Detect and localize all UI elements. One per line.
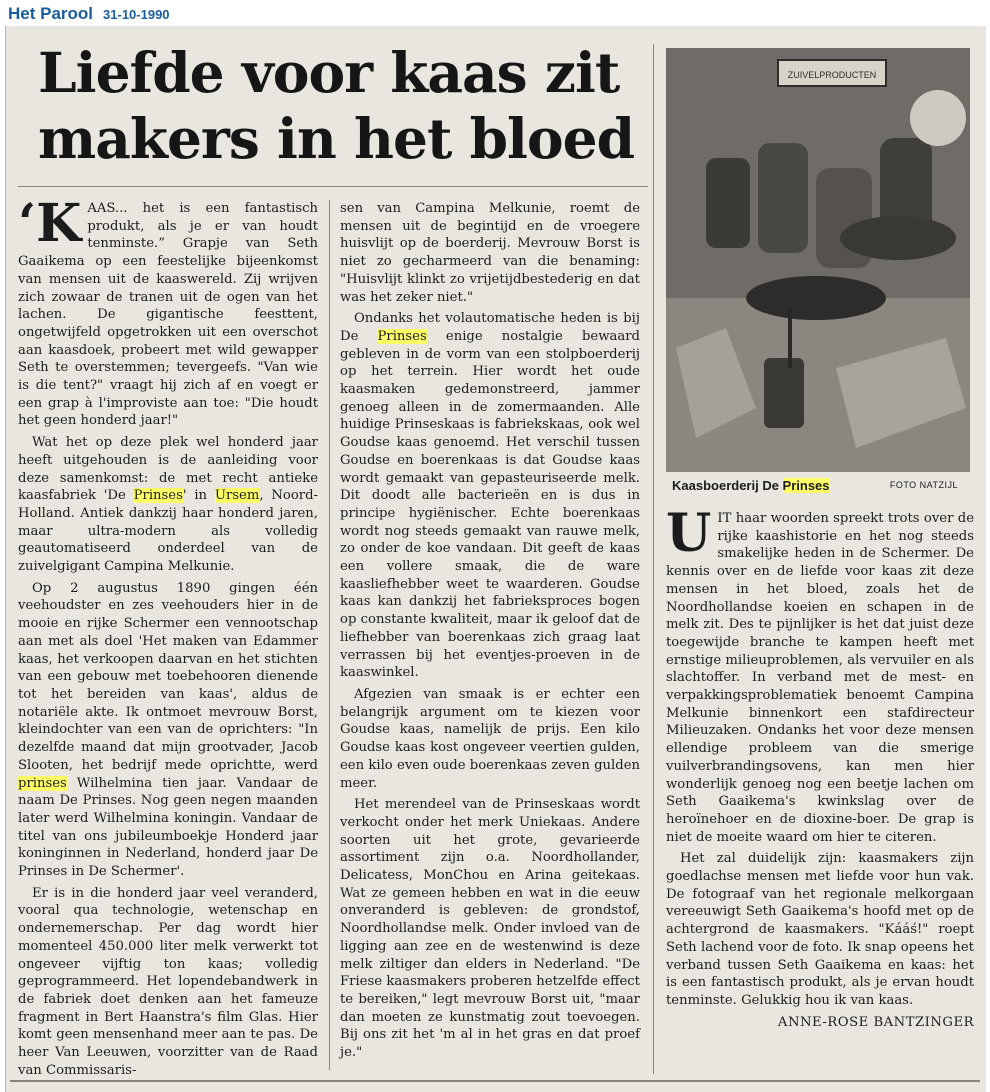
paragraph: Het zal duidelijk zijn: kaasmakers zijn goedlachse mensen met liefde voor hun vak. De fotograaf van het regionale melkorgaan vereeuwigt Seth Gaaikema's hoofd met op de achtergrond de kaasmakers. "Kááś!" roept Seth lachend voor de foto. Ik snap opeens het verband tussen Seth Gaaikema en kaas: het is een fantastisch produkt, als je ervan houdt tenminste. Gelukkig hou ik van kaas. xyxy=(666,851,974,1008)
publication-date: 31-10-1990 xyxy=(103,7,170,22)
paragraph: Er is in die honderd jaar veel veranderd, vooral qua technologie, wetenschap en ondernemerschap. Per dag wordt hier momenteel 450.000 liter melk verwerkt tot ongeveer vijftig ton kaas; volledig geprogrammeerd. Het lopendebandwerk in de fabriek doet denken aan het fameuze fragment in Bert Haanstra's film Glas. Hier komt geen mensenhand meer aan te pas. De heer Van Leeuwen, voorzitter van de Raad van Commissaris- xyxy=(18,885,318,1078)
paragraph-text: AAS... het is een fantastisch produkt, als je er van houdt tenminste.” Grapje van Seth Gaaikema op een feestelijke bijeenkomst van mensen uit de kaaswereld. Zij wrijven zich zowaar de tranen uit de ogen van het lachen. De gigantische feesttent, ongetwijfeld opgetrokken uit een overschot aan kaasdoek, probeert met wild gewapper Seth te overstemmen; tevergeefs. "Van wie is die tent?" vraagt hij zich af en voegt er een grap à l'improviste aan toe: "Die houdt het geen honderd jaar!" xyxy=(18,201,318,429)
highlight: Prinses xyxy=(377,328,427,344)
paragraph xyxy=(340,310,640,682)
paragraph xyxy=(18,580,318,881)
drop-cap: ‘K xyxy=(18,193,82,254)
paragraph: sen van Campina Melkunie, roemt de mensen uit de begintijd en de vroegere huisvlijt op de boerderij. Mevrouw Borst is niet zo gecharmeerd van die benaming: "Huisvlijt klinkt zo vrijetijdbestederig en dat was het zeker niet." xyxy=(340,201,640,305)
shop-sign: ZUIVELPRODUCTEN xyxy=(787,70,877,80)
headline-rule xyxy=(18,186,648,187)
byline: ANNE-ROSE BANTZINGER xyxy=(777,1014,974,1030)
paragraph: Afgezien van smaak is er echter een belangrijk argument om te kiezen voor Goudse kaas, namelijk de prijs. Een kilo Goudse kaas kost ongeveer veertien gulden, een kilo even oude boerenkaas zeven gulden meer. xyxy=(340,686,640,791)
text-run: ' in xyxy=(182,488,215,504)
paragraph xyxy=(18,434,318,576)
highlight: prinses xyxy=(18,775,67,791)
highlight: Prinses xyxy=(133,488,183,504)
newspaper-name: Het Parool xyxy=(8,4,94,23)
paragraph xyxy=(18,193,318,430)
milk-churns-illustration xyxy=(666,48,970,472)
text-run: , Noord-Holland. Antiek dankzij haar honderd jaren, maar ultra-modern als volledig geautomatiseerd onderdeel van de zuivelgigant Campina Melkunie. xyxy=(18,488,318,575)
article-photo xyxy=(666,48,970,472)
photo-caption xyxy=(672,478,972,498)
article-column-1 xyxy=(18,193,318,1083)
drop-cap: U xyxy=(666,503,712,564)
article-column-3 xyxy=(666,503,974,1035)
text-run: Wat het op deze plek wel honderd jaar heeft uitgehouden is de aanleiding voor deze samenkomst: de met recht antieke kaasfabriek 'De xyxy=(18,435,318,504)
text-run: Wilhelmina tien jaar. Vandaar de naam De Prinses. Nog geen negen maanden later werd Wilhelmina koningin. Vandaar de titel van ons jubileumboekje Honderd jaar koninginnen in Nederland, honderd jaar De Prinses in De Schermer'. xyxy=(18,775,318,880)
caption-text: Kaasboerderij De xyxy=(672,478,783,493)
article-headline xyxy=(38,40,638,172)
photo-credit: FOTO NATZIJL xyxy=(889,480,958,490)
paragraph: Het merendeel van de Prinseskaas wordt verkocht onder het merk Uniekaas. Andere soorten uit het grote, gevarieerde assortiment zijn o.a. Noordhollander, Delicatess, MonChou en Arina geitekaas. Wat ze gemeen hebben en wat in die eeuw onveranderd is gebleven: de grondstof, Noordhollandse melk. Onder invloed van de ligging aan zee en de westenwind is deze melk ziltiger dan elders in Nederland. "De Friese kaasmakers proberen hetzelfde effect te bereiken," legt mevrouw Borst uit, "maar dan moeten ze kunstmatig zout toevoegen. Bij ons zit het 'm al in het gras en dat proef je." xyxy=(340,797,640,1061)
highlight: Prinses xyxy=(782,478,830,493)
text-run: Op 2 augustus 1890 gingen één veehoudster en zes veehouders hier in de mooie en rijke Schermer een vennootschap aan met als doel 'Het maken van Edammer kaas, het verkoopen daarvan en het stichten van een gebouw met toebehooren dienende tot het bereiden van kaas', aldus de notariële akte. Ik ontmoet mevrouw Borst, kleindochter van een van de oprichters: "In dezelfde maand dat mijn grootvader, Jacob Slooten, het bedrijf mede oprichtte, werd xyxy=(18,580,318,773)
highlight: Ursem xyxy=(214,488,260,504)
column-rule-1 xyxy=(329,200,330,1070)
text-run: enige nostalgie bewaard gebleven in de vorm van een stolpboerderij op het terrein. Hier wordt het oude kaasmaken gedemonstreerd, jammer genoeg alleen in de zomermaanden. Alle huidige Prinseskaas is fabriekskaas, ook wel Goudse kaas genoemd. Het verschil tussen Goudse en boerenkaas is dat Goudse kaas wordt gemaakt van gepasteuriseerde melk. Dit doodt alle bacterieën en is dus in principe hygiënischer. Echte boerenkaas wordt nog steeds gemaakt van rauwe melk, zo onder de koe vandaan. Dit geeft de kaas een vollere smaak, die de ware kaasliefhebber weet te waarderen. Goudse kaas kan dankzij het fabrieksproces bogen op constante kwaliteit, maar ik geloof dat de liefhebber van boerenkaas zich graag laat verrassen bij het eventjes-proeven in de kaaswinkel. xyxy=(340,328,640,681)
headline-line-1: Liefde voor kaas zit xyxy=(38,40,620,105)
source-header xyxy=(8,4,170,26)
paragraph xyxy=(666,503,974,846)
column-rule-2 xyxy=(653,44,654,1074)
headline-line-2: makers in het bloed xyxy=(38,106,635,171)
paragraph-text: IT haar woorden spreekt trots over de rijke kaashistorie en het nog steeds smakelijke heden in de Schermer. De kennis over en de liefde voor kaas zit deze mensen in het bloed, zoals het de Noordhollandse koeien en schapen in de melk zit. Des te pijnlijker is het dat juist deze toegewijde branche te kampen heeft met ernstige milieuproblemen, als vervuiler en als slachtoffer. In verband met de mest- en verpakkingsproblematiek benoemt Campina Melkunie binnenkort een stafdirecteur Milieuzaken. Ondanks het voor deze mensen ellendige probleem van die smerige vuilverbrandingsovens, kan men hier wonderlijk genoeg nog een beetje lachen om Seth Gaaikema's kwinkslag over de heroïnehoer en de dioxine-boer. De grap is niet de moeite waard om hier te citeren. xyxy=(666,511,974,845)
article-column-2 xyxy=(340,200,640,1066)
text-run: Ondanks het volautomatische heden is bij De xyxy=(340,311,640,344)
